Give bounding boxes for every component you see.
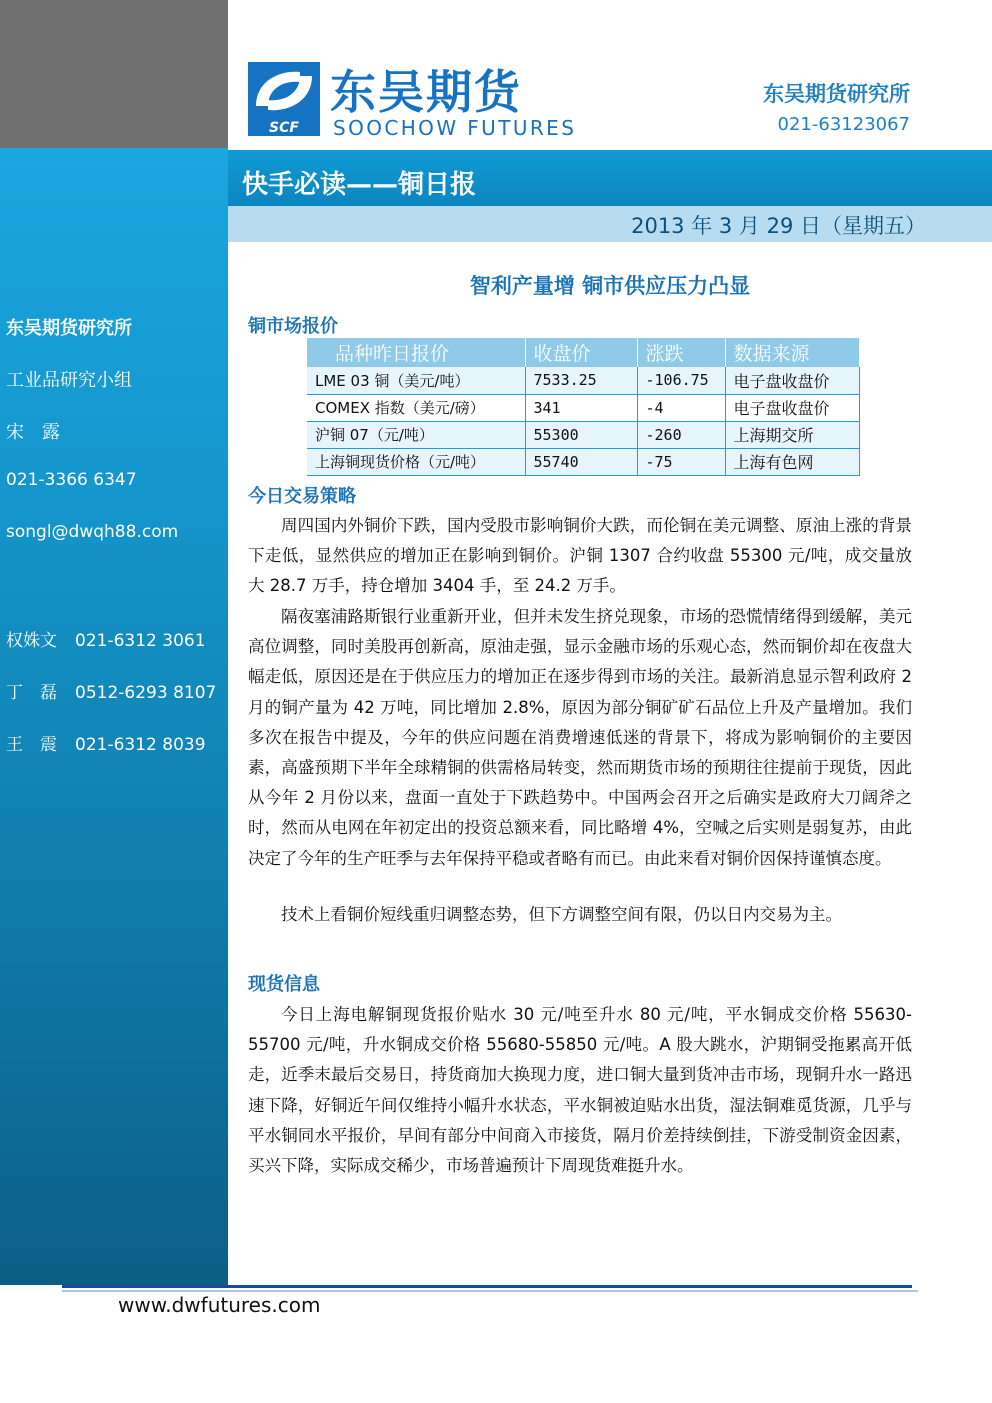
table-cell: 55300 xyxy=(525,421,637,448)
sidebar-contact xyxy=(6,678,216,703)
table-cell: 沪铜 07（元/吨） xyxy=(307,421,525,448)
contact-phone: 021-6312 3061 xyxy=(75,631,206,651)
spot-paragraph: 今日上海电解铜现货报价贴水 30 元/吨至升水 80 元/吨，平水铜成交价格 55630-55700 元/吨，升水铜成交价格 55680-55850 元/吨。A 股大跳水，沪期铜受拖累高开低走，近季末最后交易日，持货商加大换现力度，进口铜大量到货冲击市场，现铜升水一路迅速下降，好铜近午间仅维持小幅升水状态，平水铜被迫贴水出货，湿法铜难觅货源，几乎与平水铜同水平报价，早间有部分中间商入市接货，隔月价差持续倒挂，下游受制资金因素，买兴下降，实际成交稀少，市场普遍预计下周现货难挺升水。 xyxy=(248,1005,912,1176)
institute-phone: 021-63123067 xyxy=(777,114,910,135)
logo-scf-badge xyxy=(248,118,320,136)
contact-name: 丁 磊 xyxy=(6,683,57,703)
table-cell: -260 xyxy=(637,421,725,448)
sidebar-author-email[interactable]: songl@dwqh88.com xyxy=(6,522,179,542)
table-cell: 上海有色网 xyxy=(725,448,859,475)
table-cell: 电子盘收盘价 xyxy=(725,367,859,394)
table-cell: 341 xyxy=(525,394,637,421)
logo-chinese-name: 东吴期货 xyxy=(330,65,522,119)
table-cell: -106.75 xyxy=(637,367,725,394)
sidebar-top-block xyxy=(0,0,228,148)
table-header: 收盘价 xyxy=(525,338,637,367)
sidebar-author-phone: 021-3366 6347 xyxy=(6,470,137,490)
sidebar-author: 宋 露 xyxy=(6,422,60,443)
table-row xyxy=(307,367,859,394)
table-row xyxy=(307,394,859,421)
contact-name: 王 震 xyxy=(6,735,57,755)
table-cell: LME 03 铜（美元/吨） xyxy=(307,367,525,394)
table-cell: COMEX 指数（美元/磅） xyxy=(307,394,525,421)
sidebar-contact xyxy=(6,730,206,755)
sidebar-org: 东吴期货研究所 xyxy=(6,318,132,339)
report-title: 快手必读——铜日报 xyxy=(242,170,477,200)
sidebar-group: 工业品研究小组 xyxy=(6,370,132,391)
strategy-paragraph: 隔夜塞浦路斯银行业重新开业，但并未发生挤兑现象，市场的恐慌情绪得到缓解，美元高位调整，同时美股再创新高，原油走强，显示金融市场的乐观心态，然而铜价却在夜盘大幅走低，原因还是在于供应压力的增加正在逐步得到市场的关注。最新消息显示智利政府 2 月的铜产量为 42 万吨，同比增加 2.8%，原因为部分铜矿矿石品位上升及产量增加。我们多次在报告中提及，今年的供应问题在消费增速低迷的背景下，将成为影响铜价的主要因素，高盛预期下半年全球精铜的供需格局转变，然而期货市场的预期往往提前于现货，因此从今年 2 月份以来，盘面一直处于下跌趋势中。中国两会召开之后确实是政府大刀阔斧之时，然而从电网在年初定出的投资总额来看，同比略增 4%，空喊之后实则是弱复苏，由此决定了今年的生产旺季与去年保持平稳或者略有而已。由此来看对铜价因保持谨慎态度。 xyxy=(248,607,912,868)
strategy-paragraph: 周四国内外铜价下跌，国内受股市影响铜价大跌，而伦铜在美元调整、原油上涨的背景下走低，显然供应的增加正在影响到铜价。沪铜 1307 合约收盘 55300 元/吨，成交量放大 28.7 万手，持仓增加 3404 手，至 24.2 万手。 xyxy=(248,516,912,596)
logo-scf-text: SCF xyxy=(269,120,299,136)
report-date: 2013 年 3 月 29 日（星期五） xyxy=(631,214,926,238)
logo-swirl-icon xyxy=(248,62,320,120)
table-cell: 上海铜现货价格（元/吨） xyxy=(307,448,525,475)
institute-name: 东吴期货研究所 xyxy=(763,82,910,106)
sidebar-contact xyxy=(6,626,206,651)
logo-english-name: SOOCHOW FUTURES xyxy=(333,116,577,140)
table-cell: 7533.25 xyxy=(525,367,637,394)
company-logo xyxy=(248,62,588,142)
contact-name: 权姝文 xyxy=(6,631,57,651)
table-row xyxy=(307,421,859,448)
report-date-band xyxy=(228,206,992,242)
section-title-strategy: 今日交易策略 xyxy=(248,486,356,507)
table-header: 数据来源 xyxy=(725,338,859,367)
footer-divider xyxy=(62,1285,912,1288)
table-cell: 上海期交所 xyxy=(725,421,859,448)
contact-phone: 0512-6293 8107 xyxy=(75,683,217,703)
table-cell: -75 xyxy=(637,448,725,475)
table-header: 品种昨日报价 xyxy=(307,338,525,367)
sidebar xyxy=(0,148,228,1285)
table-header: 涨跌 xyxy=(637,338,725,367)
report-title-band xyxy=(228,150,992,206)
contact-phone: 021-6312 8039 xyxy=(75,735,206,755)
table-row xyxy=(307,448,859,475)
table-cell: 电子盘收盘价 xyxy=(725,394,859,421)
footer-website-link[interactable]: www.dwfutures.com xyxy=(118,1293,321,1317)
price-table xyxy=(307,338,860,476)
table-header-row xyxy=(307,338,859,367)
strategy-paragraph: 技术上看铜价短线重归调整态势，但下方调整空间有限，仍以日内交易为主。 xyxy=(281,905,842,924)
table-cell: -4 xyxy=(637,394,725,421)
section-title-spot: 现货信息 xyxy=(248,974,320,995)
table-cell: 55740 xyxy=(525,448,637,475)
section-title-prices: 铜市场报价 xyxy=(248,316,338,337)
article-headline: 智利产量增 铜市供应压力凸显 xyxy=(469,274,751,298)
footer-divider-light xyxy=(62,1290,918,1292)
